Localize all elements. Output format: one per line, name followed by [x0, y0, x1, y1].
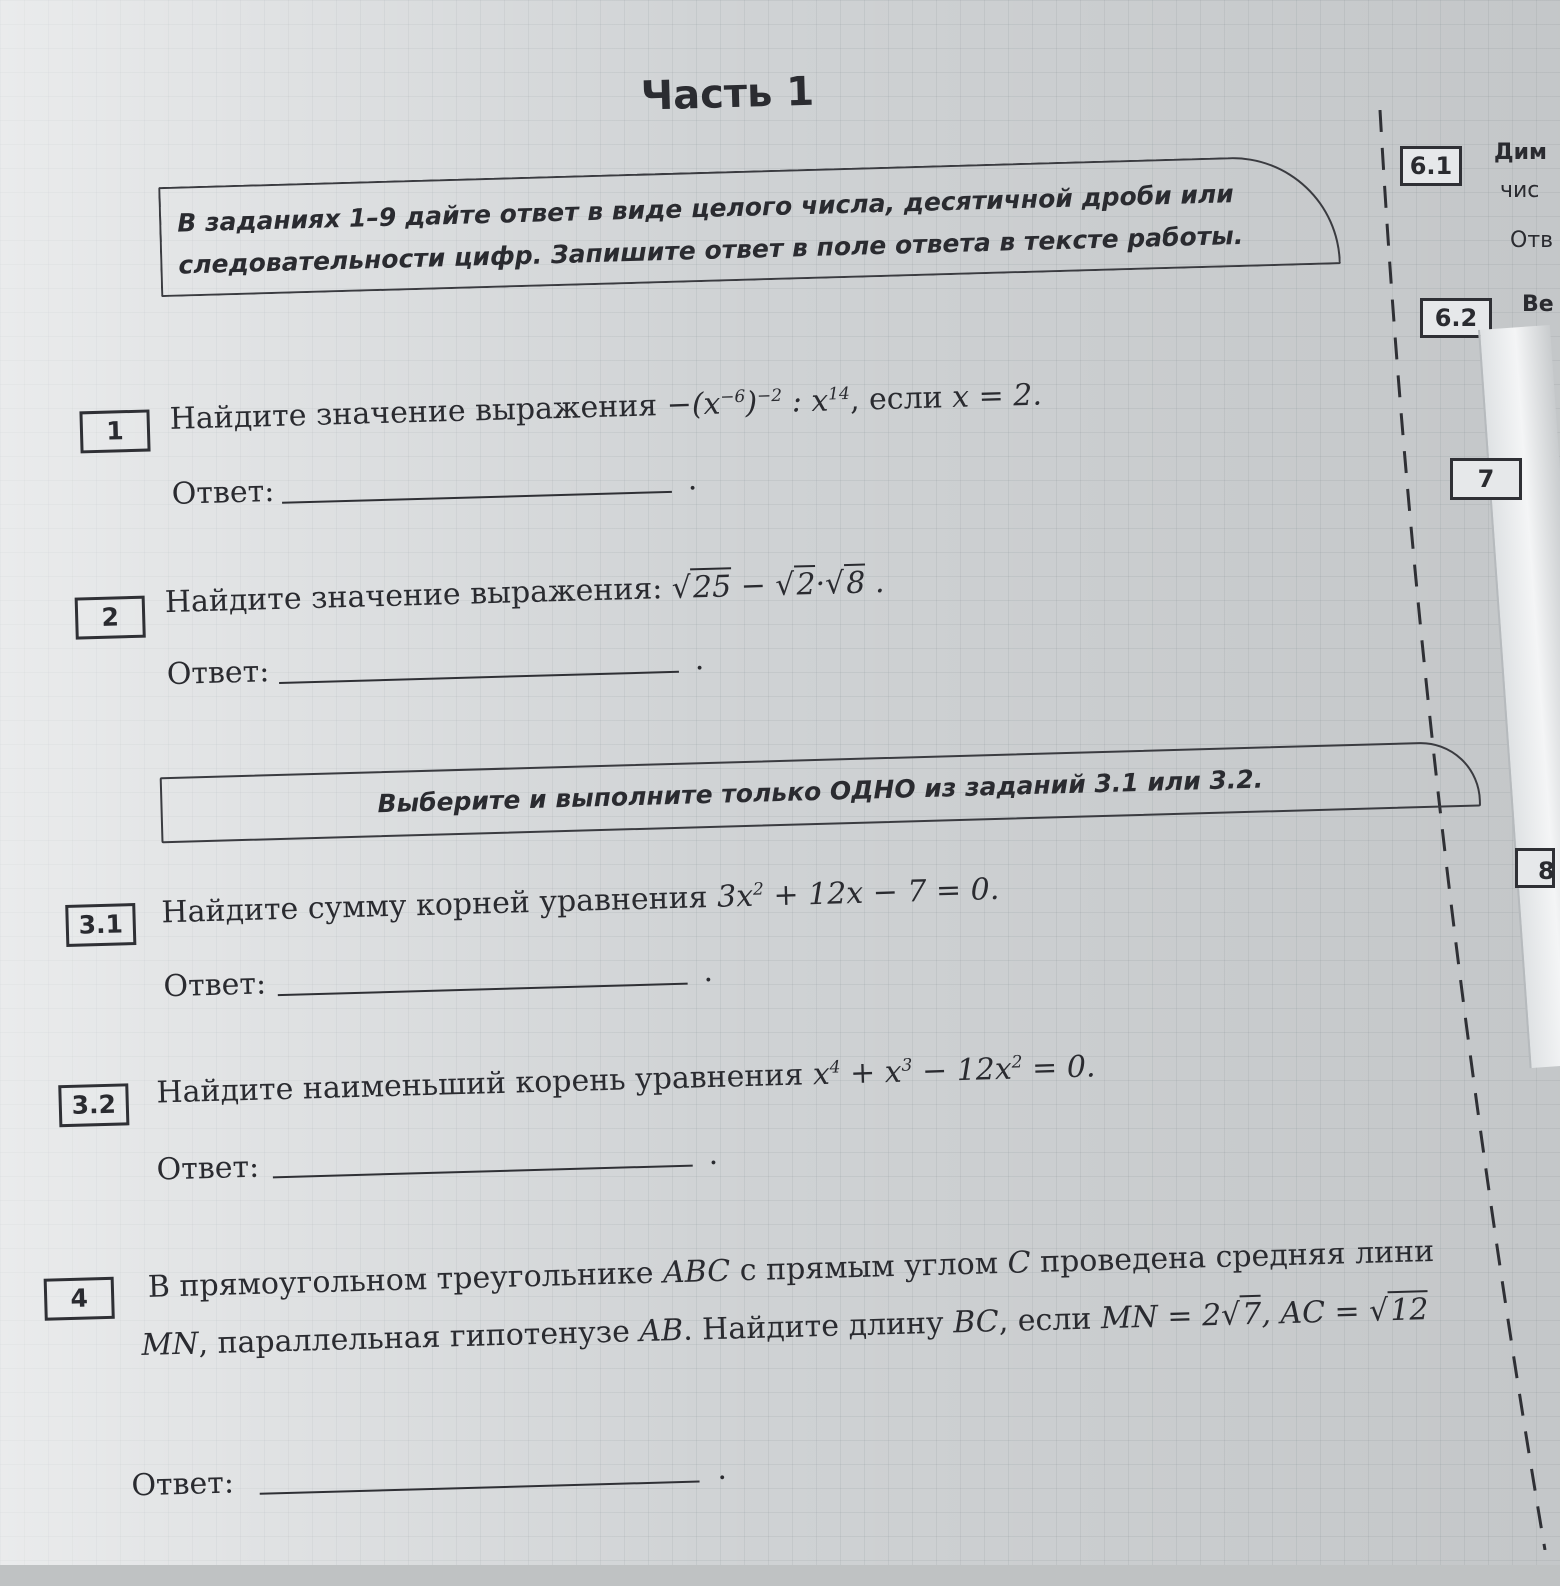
task-4-text-c: проведена средняя лини [1039, 1233, 1435, 1280]
task-number-2: 2 [75, 596, 146, 640]
page-title: Часть 1 [640, 68, 815, 120]
side-text-6-1: Дим [1494, 140, 1547, 165]
task-3-2-answer-label: Ответ: [156, 1149, 260, 1188]
task-number-1: 1 [79, 409, 150, 453]
task-number-3-2: 3.2 [58, 1083, 129, 1127]
task-3-1-answer-label: Ответ: [163, 966, 267, 1005]
task-1-answer-dot: . [687, 462, 698, 498]
task-number-3-1: 3.1 [65, 903, 136, 947]
task-4-answer-field[interactable] [260, 1481, 700, 1495]
task-4-line-1 [147, 1234, 1434, 1305]
task-4-hypotenuse: AB [638, 1312, 684, 1350]
task-3-2-text: Найдите наименьший корень уравнения [156, 1057, 804, 1111]
task-4-text-f: , если [998, 1301, 1092, 1340]
task-3-1-answer-field[interactable] [278, 983, 688, 996]
task-2-answer-dot: . [694, 642, 705, 678]
task-1-answer-label: Ответ: [171, 474, 275, 512]
task-1-text: Найдите значение выражения [169, 388, 658, 437]
task-1-tail: , если [849, 380, 944, 418]
task-1-question [169, 378, 1042, 437]
task-2-expression: √25 − √2·√8 . [671, 565, 885, 606]
task-2-answer-field[interactable] [279, 671, 679, 684]
instructions-line-1: В заданиях 1–9 дайте ответ в виде целого числа, десятичной дроби или [176, 179, 1235, 238]
task-2-answer-label: Ответ: [166, 654, 270, 693]
task-3-1-text: Найдите сумму корней уравнения [160, 880, 709, 931]
task-4-text-e: . Найдите длину [682, 1305, 945, 1348]
task-3-2-equation: $x^4 + x^3 - 12x^2 = 0$. [812, 1049, 1096, 1093]
task-4-text-d: , параллельная гипотенузе [197, 1314, 631, 1362]
task-4-angle: C [1007, 1245, 1032, 1281]
task-4-line-2 [141, 1292, 1429, 1363]
side-text-6-1-b: чис [1500, 178, 1540, 203]
task-4-triangle: ABC [662, 1253, 731, 1291]
task-3-1-equation: $3x^2 + 12x - 7 = 0$. [716, 871, 1000, 915]
task-number-4: 4 [44, 1277, 115, 1321]
task-4-answer-label: Ответ: [130, 1465, 235, 1504]
task-4-midline: MN [141, 1326, 199, 1364]
instructions-line-2: следовательности цифр. Запишите ответ в поле ответа в тексте работы. [177, 220, 1244, 280]
task-3-2-question [156, 1049, 1096, 1110]
task-2-text: Найдите значение выражения: [164, 571, 663, 621]
task-4-given: MN = 2√7, AC = √12 [1100, 1292, 1429, 1337]
task-1-expression: $-(x^{-6})^{-2}$ : $x^{14}$ [666, 383, 851, 424]
task-3-1-question [161, 872, 1000, 930]
side-task-badge-7: 7 [1450, 458, 1522, 500]
instructions-box [158, 154, 1341, 297]
task-4-answer-dot: . [716, 1451, 728, 1488]
choose-one-box: Выберите и выполните только ОДНО из заданий 3.1 или 3.2. [160, 740, 1481, 843]
task-4-side: BC [952, 1304, 1000, 1341]
task-4-text-b: с прямым углом [739, 1246, 999, 1289]
side-task-badge-8: 8 [1515, 848, 1555, 888]
task-1-condition: x = 2. [951, 377, 1043, 416]
task-3-1-answer-dot: . [702, 953, 714, 990]
side-task-badge-6-2: 6.2 [1420, 298, 1492, 338]
side-task-badge-6-1: 6.1 [1400, 146, 1462, 186]
task-1-answer-field[interactable] [282, 491, 672, 504]
task-4-text-a: В прямоугольном треугольнике [147, 1255, 654, 1305]
side-text-6-2: Ве [1522, 292, 1554, 317]
task-2-question [164, 565, 885, 620]
task-3-2-answer-field[interactable] [273, 1165, 693, 1179]
task-3-2-answer-dot: . [707, 1136, 719, 1173]
side-text-6-1-c: Отв [1510, 228, 1554, 253]
